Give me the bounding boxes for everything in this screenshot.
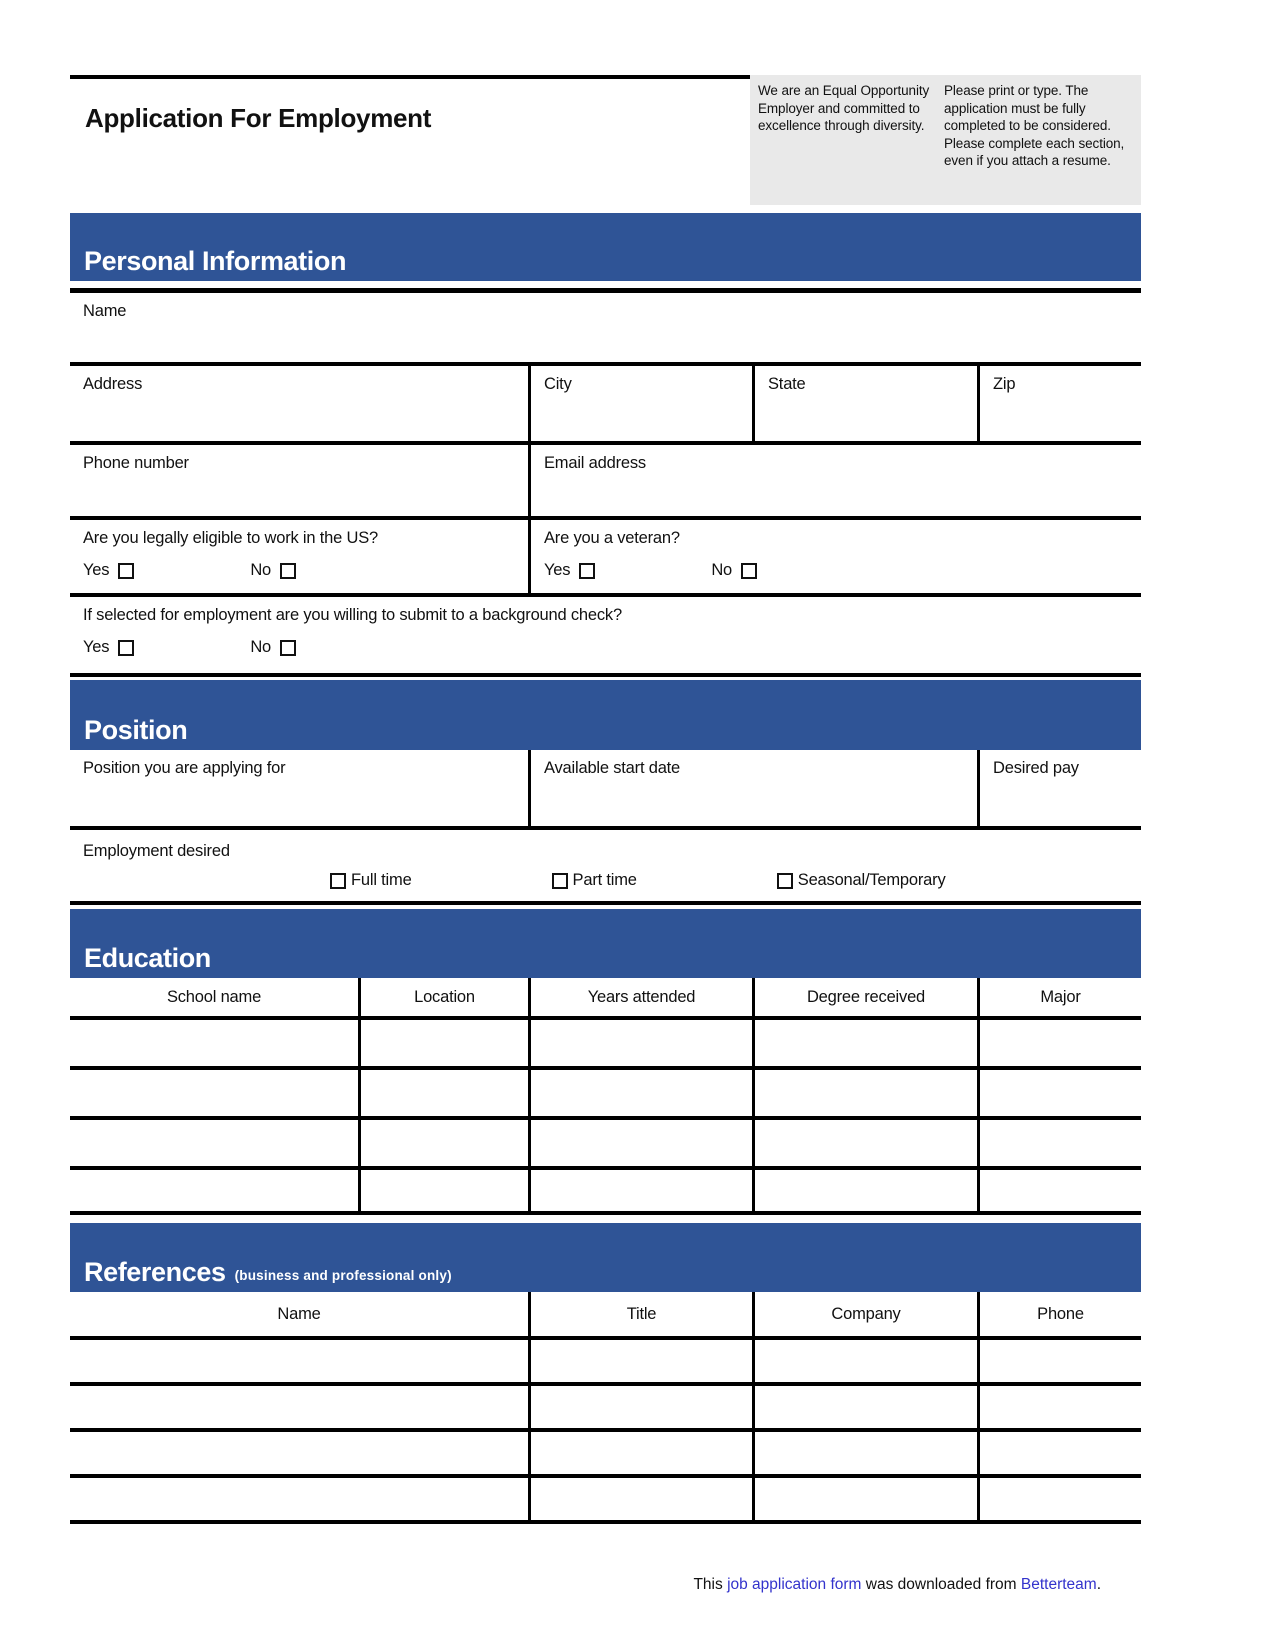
footer-attribution bbox=[70, 1576, 1141, 1594]
veteran-question bbox=[528, 520, 1141, 593]
start-date-label: Available start date bbox=[544, 759, 681, 777]
education-cell[interactable] bbox=[70, 1020, 358, 1066]
state-label: State bbox=[768, 375, 806, 393]
full-time-label: Full time bbox=[351, 871, 412, 889]
references-row-4 bbox=[70, 1478, 1141, 1524]
email-label: Email address bbox=[544, 454, 646, 472]
eligible-no-checkbox[interactable] bbox=[280, 563, 296, 579]
phone-field[interactable] bbox=[70, 445, 528, 516]
references-cell[interactable] bbox=[70, 1386, 528, 1428]
section-bar-education bbox=[70, 909, 1141, 978]
education-col-years-attended: Years attended bbox=[528, 978, 752, 1016]
references-cell[interactable] bbox=[752, 1478, 977, 1520]
education-cell[interactable] bbox=[977, 1120, 1141, 1166]
phone-label: Phone number bbox=[83, 454, 189, 472]
education-cell[interactable] bbox=[977, 1020, 1141, 1066]
email-field[interactable] bbox=[528, 445, 1141, 516]
no-label: No bbox=[250, 638, 272, 656]
job-application-form-link[interactable]: job application form bbox=[727, 1576, 862, 1593]
education-cell[interactable] bbox=[70, 1070, 358, 1116]
references-cell[interactable] bbox=[528, 1340, 752, 1382]
section-title: References bbox=[84, 1257, 226, 1287]
no-label: No bbox=[250, 561, 272, 579]
part-time-label: Part time bbox=[572, 871, 637, 889]
references-row-3 bbox=[70, 1432, 1141, 1478]
start-date-field[interactable] bbox=[528, 750, 977, 826]
employment-desired-block bbox=[70, 830, 1141, 901]
full-time-checkbox[interactable] bbox=[330, 873, 346, 889]
footer-text: was downloaded from bbox=[861, 1576, 1021, 1593]
references-col-company: Company bbox=[752, 1292, 977, 1336]
position-applying-label: Position you are applying for bbox=[83, 759, 286, 777]
references-cell[interactable] bbox=[977, 1386, 1141, 1428]
background-check-question bbox=[70, 597, 1141, 673]
education-cell[interactable] bbox=[977, 1170, 1141, 1211]
work-eligibility-question bbox=[70, 520, 528, 593]
education-col-major: Major bbox=[977, 978, 1141, 1016]
education-cell[interactable] bbox=[977, 1070, 1141, 1116]
references-col-name: Name bbox=[277, 1304, 321, 1323]
state-field[interactable] bbox=[752, 366, 977, 441]
education-col-degree-received: Degree received bbox=[752, 978, 977, 1016]
education-cell[interactable] bbox=[528, 1120, 752, 1166]
education-cell[interactable] bbox=[70, 1120, 358, 1166]
position-applying-field[interactable] bbox=[70, 750, 528, 826]
city-label: City bbox=[544, 375, 572, 393]
print-notice: Please print or type. The application must be fully completed to be considered. Please complete each section, even if you attach a resume. bbox=[944, 83, 1125, 168]
background-check-row bbox=[70, 597, 1141, 677]
desired-pay-field[interactable] bbox=[977, 750, 1141, 826]
education-header-row bbox=[70, 978, 1141, 1020]
background-question-label: If selected for employment are you willing to submit to a background check? bbox=[83, 606, 622, 624]
education-col-school-name: School name bbox=[166, 987, 262, 1006]
education-cell[interactable] bbox=[358, 1020, 528, 1066]
betterteam-link[interactable]: Betterteam bbox=[1020, 1576, 1097, 1593]
references-cell[interactable] bbox=[70, 1432, 528, 1474]
education-col-location: Location bbox=[358, 978, 528, 1016]
education-cell[interactable] bbox=[528, 1070, 752, 1116]
eeo-notice: We are an Equal Opportunity Employer and committed to excellence through diversity. bbox=[758, 83, 930, 133]
notice-box bbox=[750, 75, 1141, 205]
veteran-no-checkbox[interactable] bbox=[741, 563, 757, 579]
education-cell[interactable] bbox=[358, 1120, 528, 1166]
references-cell[interactable] bbox=[752, 1432, 977, 1474]
education-cell[interactable] bbox=[358, 1070, 528, 1116]
no-label: No bbox=[711, 561, 733, 579]
yes-label: Yes bbox=[544, 561, 571, 579]
eligibility-question-label: Are you legally eligible to work in the US? bbox=[83, 529, 378, 547]
address-row bbox=[70, 366, 1141, 445]
name-label: Name bbox=[83, 302, 127, 320]
education-cell[interactable] bbox=[752, 1070, 977, 1116]
education-cell[interactable] bbox=[752, 1120, 977, 1166]
veteran-question-label: Are you a veteran? bbox=[544, 529, 680, 547]
references-row-1 bbox=[70, 1340, 1141, 1386]
references-cell[interactable] bbox=[528, 1432, 752, 1474]
zip-field[interactable] bbox=[977, 366, 1141, 441]
references-cell[interactable] bbox=[70, 1478, 528, 1520]
address-field[interactable] bbox=[70, 366, 528, 441]
employment-desired-label: Employment desired bbox=[83, 842, 230, 860]
eligibility-row bbox=[70, 520, 1141, 597]
section-bar-position bbox=[70, 680, 1141, 750]
name-field[interactable] bbox=[70, 293, 1141, 362]
references-col-title: Title bbox=[528, 1292, 752, 1336]
education-row-3 bbox=[70, 1120, 1141, 1170]
education-cell[interactable] bbox=[358, 1170, 528, 1211]
background-no-checkbox[interactable] bbox=[280, 640, 296, 656]
education-cell[interactable] bbox=[528, 1170, 752, 1211]
veteran-yes-checkbox[interactable] bbox=[579, 563, 595, 579]
references-cell[interactable] bbox=[528, 1386, 752, 1428]
section-subtitle: (business and professional only) bbox=[234, 1268, 452, 1283]
eligible-yes-checkbox[interactable] bbox=[118, 563, 134, 579]
references-cell[interactable] bbox=[752, 1340, 977, 1382]
page-title: Application For Employment bbox=[85, 103, 432, 133]
name-row bbox=[70, 293, 1141, 366]
section-title: Position bbox=[84, 715, 188, 745]
seasonal-temporary-checkbox[interactable] bbox=[777, 873, 793, 889]
references-col-phone: Phone bbox=[977, 1292, 1141, 1336]
references-cell[interactable] bbox=[977, 1432, 1141, 1474]
references-cell[interactable] bbox=[977, 1478, 1141, 1520]
references-cell[interactable] bbox=[752, 1386, 977, 1428]
references-header-row bbox=[70, 1292, 1141, 1340]
references-cell[interactable] bbox=[528, 1478, 752, 1520]
references-cell[interactable] bbox=[70, 1340, 528, 1382]
employment-desired-row bbox=[70, 830, 1141, 905]
education-cell[interactable] bbox=[528, 1020, 752, 1066]
header-title-area bbox=[70, 75, 750, 205]
seasonal-temporary-label: Seasonal/Temporary bbox=[797, 871, 946, 889]
yes-label: Yes bbox=[83, 638, 110, 656]
city-field[interactable] bbox=[528, 366, 752, 441]
zip-label: Zip bbox=[993, 375, 1016, 393]
address-label: Address bbox=[83, 375, 143, 393]
education-row-2 bbox=[70, 1070, 1141, 1120]
footer-text: . bbox=[1096, 1576, 1101, 1593]
education-cell[interactable] bbox=[752, 1020, 977, 1066]
education-row-1 bbox=[70, 1020, 1141, 1070]
position-row bbox=[70, 750, 1141, 830]
phone-email-row bbox=[70, 445, 1141, 520]
education-row-4 bbox=[70, 1170, 1141, 1215]
part-time-checkbox[interactable] bbox=[552, 873, 568, 889]
section-title: Personal Information bbox=[84, 246, 347, 276]
desired-pay-label: Desired pay bbox=[993, 759, 1079, 777]
education-cell[interactable] bbox=[752, 1170, 977, 1211]
footer-text: This bbox=[693, 1576, 728, 1593]
yes-label: Yes bbox=[83, 561, 110, 579]
section-title: Education bbox=[84, 943, 211, 973]
section-bar-personal-information bbox=[70, 213, 1141, 281]
references-row-2 bbox=[70, 1386, 1141, 1432]
education-cell[interactable] bbox=[70, 1170, 358, 1211]
background-yes-checkbox[interactable] bbox=[118, 640, 134, 656]
section-bar-references bbox=[70, 1223, 1141, 1292]
references-cell[interactable] bbox=[977, 1340, 1141, 1382]
header bbox=[70, 75, 1141, 205]
